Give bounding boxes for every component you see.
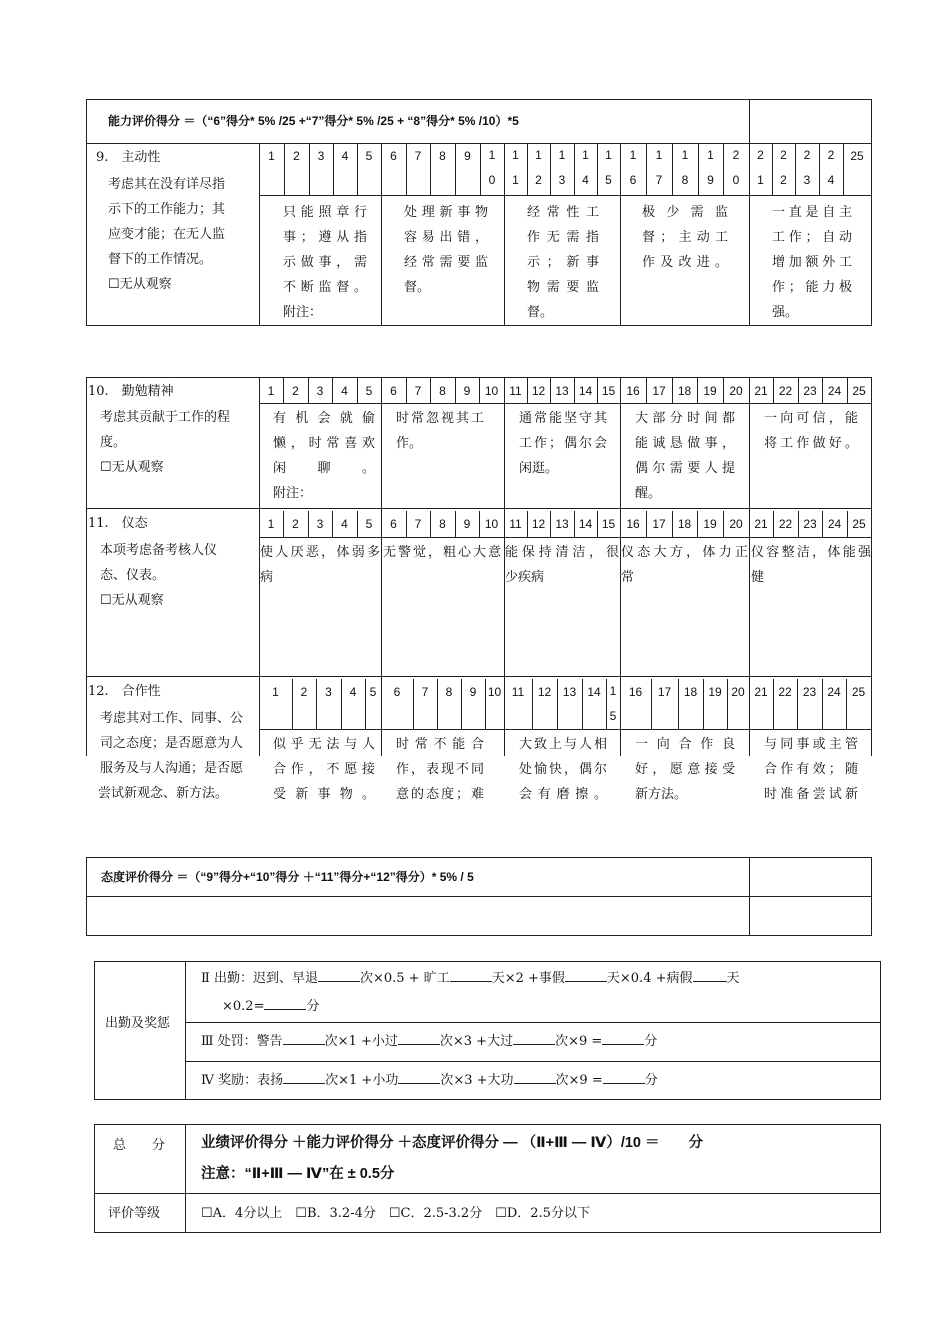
level-description-line: 醒。 bbox=[635, 486, 662, 501]
level-description-line: 闲逛。 bbox=[519, 461, 559, 476]
score-option[interactable]: 7 bbox=[414, 384, 422, 398]
level-description bbox=[764, 732, 858, 807]
score-option[interactable]: 2 bbox=[292, 384, 299, 398]
score-option[interactable]: 8 bbox=[439, 149, 446, 163]
item-desc: 服务及与人沟通；是否愿 bbox=[100, 761, 244, 776]
score-option[interactable]: 9 bbox=[463, 517, 471, 531]
score-option[interactable]: 3 bbox=[325, 685, 332, 699]
score-option[interactable]: 22 bbox=[778, 685, 792, 699]
level-description-line: 仪容整洁，体能强 bbox=[751, 545, 871, 560]
score-option[interactable]: 23 bbox=[803, 517, 817, 531]
score-option[interactable]: 22 bbox=[778, 384, 793, 398]
level-description bbox=[751, 540, 871, 590]
item-desc: 考虑其在没有详尽指 bbox=[108, 177, 226, 192]
sick-leave-field[interactable] bbox=[693, 967, 727, 982]
item-desc: 尝试新观念、新方法。 bbox=[98, 786, 229, 801]
grade-options[interactable]: ☐A．4分以上 ☐B．3.2-4分 ☐C．2.5-3.2分 ☐D．2.5分以下 bbox=[201, 1206, 590, 1221]
level-description-line: 事；遵从指 bbox=[283, 230, 367, 245]
attendance-text: 天 bbox=[726, 971, 740, 986]
level-description bbox=[383, 540, 501, 565]
score-option[interactable]: 4 bbox=[341, 149, 349, 163]
late-count-field[interactable] bbox=[318, 967, 360, 982]
level-description-line: 经常性工 bbox=[527, 205, 599, 220]
score-option[interactable]: 18 bbox=[677, 384, 692, 398]
score-option[interactable]: 24 bbox=[827, 517, 842, 531]
level-description bbox=[273, 732, 375, 807]
no-observe-checkbox[interactable]: ☐无从观察 bbox=[108, 277, 172, 292]
total-label: 总 分 bbox=[113, 1138, 166, 1153]
level-description-line: 通常能坚守其 bbox=[519, 411, 607, 426]
penalty-text: 次×9 = bbox=[555, 1034, 603, 1049]
score-option[interactable]: 2 2 bbox=[780, 148, 787, 187]
score-option[interactable]: 1 7 bbox=[655, 148, 663, 187]
score-option[interactable]: 1 5 bbox=[609, 684, 617, 723]
score-option[interactable]: 25 bbox=[852, 517, 866, 531]
score-option[interactable]: 14 bbox=[587, 685, 601, 699]
item-title: 9. 主动性 bbox=[96, 150, 161, 165]
level-description-line: 作；能力极 bbox=[772, 280, 852, 295]
level-description bbox=[519, 732, 607, 807]
level-description bbox=[635, 406, 735, 506]
capability-formula: 能力评价得分 ＝（“6”得分* 5% /25 +“7”得分* 5% /25 + “8”得分* 5% /10）*5 bbox=[108, 114, 519, 128]
score-option[interactable]: 19 bbox=[703, 517, 717, 531]
level-description-line: 强。 bbox=[772, 305, 799, 320]
level-description-line: 病 bbox=[260, 570, 274, 585]
level-description-line: 物需要监 bbox=[527, 280, 599, 295]
level-description bbox=[635, 732, 735, 807]
level-description-line: 闲聊。 bbox=[273, 461, 375, 476]
reward-text: Ⅳ 奖励：表扬 bbox=[201, 1073, 284, 1088]
score-option[interactable]: 14 bbox=[578, 517, 593, 531]
level-description bbox=[273, 406, 375, 506]
no-observe-checkbox[interactable]: ☐无从观察 bbox=[100, 593, 164, 608]
absent-days-field[interactable] bbox=[450, 967, 492, 982]
score-option[interactable]: 7 bbox=[421, 685, 429, 699]
score-option[interactable]: 9 bbox=[469, 685, 477, 699]
score-option[interactable]: 8 bbox=[445, 685, 453, 699]
attendance-label: 出勤及奖惩 bbox=[105, 1016, 171, 1031]
score-option[interactable]: 5 bbox=[365, 149, 373, 163]
score-option[interactable]: 16 bbox=[626, 384, 640, 398]
score-option[interactable]: 4 bbox=[349, 685, 357, 699]
level-description-line: 督。 bbox=[527, 305, 554, 320]
level-description-line: 似乎无法与人 bbox=[273, 737, 375, 752]
score-option[interactable]: 24 bbox=[827, 685, 841, 699]
attendance-text: 次×0.5 + 旷工 bbox=[359, 971, 450, 986]
attendance-text: 天×2 +事假 bbox=[491, 971, 565, 986]
level-description-line: 不断监督。 bbox=[283, 280, 367, 295]
minor-demerit-field[interactable] bbox=[398, 1030, 440, 1045]
grade-label: 评价等级 bbox=[108, 1206, 161, 1221]
item-desc: 司之态度；是否愿意为人 bbox=[100, 736, 244, 751]
score-option[interactable]: 1 1 bbox=[512, 148, 519, 187]
major-demerit-field[interactable] bbox=[513, 1030, 555, 1045]
level-description-line: 大致上与人相 bbox=[519, 737, 607, 752]
level-description bbox=[260, 540, 380, 590]
score-option[interactable]: 1 4 bbox=[582, 148, 589, 187]
level-description-line: 作及改进。 bbox=[642, 255, 728, 270]
score-option[interactable]: 10 bbox=[484, 384, 499, 398]
score-option[interactable]: 18 bbox=[683, 685, 698, 699]
score-option[interactable]: 13 bbox=[555, 384, 569, 398]
level-description bbox=[396, 406, 484, 456]
score-option[interactable]: 9 bbox=[464, 149, 471, 163]
item-title: 10. 勤勉精神 bbox=[88, 384, 174, 399]
score-option[interactable]: 17 bbox=[652, 517, 666, 531]
level-description-line: 工作；自动 bbox=[772, 230, 852, 245]
item-title: 11. 仪态 bbox=[88, 516, 148, 531]
item-desc: 应变才能；在无人监 bbox=[108, 227, 226, 242]
score-option[interactable]: 20 bbox=[731, 685, 745, 699]
level-description-line: 将工作做好。 bbox=[764, 436, 858, 451]
score-option[interactable]: 19 bbox=[703, 384, 717, 398]
warning-count-field[interactable] bbox=[283, 1030, 325, 1045]
score-option[interactable]: 11 bbox=[509, 384, 522, 398]
score-option[interactable]: 16 bbox=[628, 685, 643, 699]
level-description-line: 作。 bbox=[396, 436, 423, 451]
attendance-text: ×0.2= bbox=[222, 999, 265, 1014]
attendance-text: 分 bbox=[306, 999, 320, 1014]
level-description-line: 容易出错， bbox=[404, 230, 488, 245]
score-option[interactable]: 2 4 bbox=[827, 148, 835, 187]
level-description bbox=[621, 540, 748, 590]
item-desc: 督下的工作情况。 bbox=[108, 252, 213, 267]
level-description-line: 督。 bbox=[404, 280, 431, 295]
level-description-line: 附注： bbox=[283, 305, 323, 320]
level-description-line: 偶尔需要人提 bbox=[635, 461, 735, 476]
score-option[interactable]: 25 bbox=[851, 685, 866, 699]
level-description-line: 极少需监 bbox=[642, 205, 728, 220]
level-description-line: 会有磨擦。 bbox=[519, 787, 607, 802]
penalty-text: 次×3 +大过 bbox=[439, 1034, 514, 1049]
level-description-line: 意的态度；难 bbox=[396, 787, 484, 802]
level-description bbox=[642, 200, 728, 275]
level-description-line: 作无需指 bbox=[527, 230, 599, 245]
level-description bbox=[283, 200, 367, 325]
personal-leave-field[interactable] bbox=[565, 967, 607, 982]
attendance-score-field[interactable] bbox=[264, 995, 306, 1010]
score-option[interactable]: 1 bbox=[268, 149, 275, 163]
score-option[interactable]: 11 bbox=[511, 685, 525, 699]
level-description-line: 新方法。 bbox=[635, 787, 688, 802]
score-option[interactable]: 1 0 bbox=[488, 148, 496, 187]
score-option[interactable]: 20 bbox=[729, 517, 743, 531]
score-option[interactable]: 20 bbox=[729, 384, 743, 398]
score-option[interactable]: 17 bbox=[657, 685, 672, 699]
reward-text: 分 bbox=[644, 1073, 658, 1088]
level-description bbox=[505, 540, 619, 590]
item-desc: 考虑其对工作、同事、公 bbox=[100, 711, 244, 726]
level-description bbox=[772, 200, 852, 325]
level-description-line: 一向可信，能 bbox=[764, 411, 858, 426]
penalty-text: 次×1 +小过 bbox=[324, 1034, 398, 1049]
level-description bbox=[519, 406, 607, 481]
score-option[interactable]: 5 bbox=[369, 685, 377, 699]
score-option[interactable]: 12 bbox=[531, 384, 546, 398]
item-desc: 考虑其贡献于工作的程 bbox=[100, 410, 231, 425]
score-option[interactable]: 1 8 bbox=[681, 148, 689, 187]
major-merit-field[interactable] bbox=[514, 1069, 556, 1084]
score-option[interactable]: 7 bbox=[414, 149, 422, 163]
level-description-line: 与同事或主管 bbox=[764, 737, 858, 752]
level-description-line: 督；主动工 bbox=[642, 230, 728, 245]
score-option[interactable]: 1 bbox=[272, 685, 279, 699]
penalty-text: Ⅲ 处罚：警告 bbox=[201, 1034, 283, 1049]
score-option[interactable]: 2 bbox=[293, 149, 300, 163]
score-option[interactable]: 2 1 bbox=[757, 148, 764, 187]
no-observe-checkbox[interactable]: ☐无从观察 bbox=[100, 460, 164, 475]
score-option[interactable]: 17 bbox=[652, 384, 666, 398]
score-option[interactable]: 2 bbox=[292, 517, 299, 531]
score-option[interactable]: 21 bbox=[754, 517, 768, 531]
level-description-line: 示做事，需 bbox=[283, 255, 367, 270]
level-description-line: 增加额外工 bbox=[772, 255, 852, 270]
level-description-line: 只能照章行 bbox=[283, 205, 367, 220]
praise-count-field[interactable] bbox=[283, 1069, 325, 1084]
score-option[interactable]: 19 bbox=[708, 685, 722, 699]
level-description-line: 一直是自主 bbox=[772, 205, 852, 220]
attendance-text: 天×0.4 +病假 bbox=[606, 971, 693, 986]
score-option[interactable]: 18 bbox=[677, 517, 692, 531]
score-option[interactable]: 24 bbox=[827, 384, 842, 398]
score-option[interactable]: 7 bbox=[414, 517, 422, 531]
score-option[interactable]: 5 bbox=[365, 384, 373, 398]
total-note: 注意：“Ⅱ+Ⅲ — Ⅳ”在 ± 0.5分 bbox=[201, 1166, 395, 1182]
level-description-line: 大部分时间都 bbox=[635, 411, 735, 426]
score-option[interactable]: 13 bbox=[555, 517, 569, 531]
level-description-line: 健 bbox=[751, 570, 765, 585]
level-description bbox=[527, 200, 599, 325]
score-option[interactable]: 14 bbox=[578, 384, 593, 398]
level-description bbox=[764, 406, 858, 456]
score-option[interactable]: 8 bbox=[439, 517, 446, 531]
penalty-score-field[interactable] bbox=[602, 1030, 644, 1045]
score-option[interactable]: 6 bbox=[393, 685, 401, 699]
score-option[interactable]: 21 bbox=[754, 384, 768, 398]
score-option[interactable]: 13 bbox=[562, 685, 577, 699]
score-option[interactable]: 10 bbox=[487, 685, 502, 699]
total-formula: 业绩评价得分 ＋能力评价得分 ＋态度评价得分 — （Ⅱ+Ⅲ — Ⅳ）/10 ＝ 分 bbox=[201, 1135, 704, 1151]
score-option[interactable]: 2 bbox=[300, 685, 308, 699]
level-description-line: 受新事物。 bbox=[273, 787, 375, 802]
level-description-line: 能诚恳做事， bbox=[635, 436, 735, 451]
score-option[interactable]: 25 bbox=[850, 149, 864, 163]
item-desc: 本项考虑备考核人仪 bbox=[100, 543, 218, 558]
minor-merit-field[interactable] bbox=[398, 1069, 440, 1084]
level-description-line: 示；新事 bbox=[527, 255, 599, 270]
score-option[interactable]: 1 bbox=[267, 517, 275, 531]
penalty-text: 分 bbox=[644, 1034, 658, 1049]
level-description-line: 仪态大方，体力正 bbox=[621, 545, 748, 560]
score-option[interactable]: 23 bbox=[802, 685, 817, 699]
score-option[interactable]: 16 bbox=[626, 517, 640, 531]
score-option[interactable]: 3 bbox=[317, 149, 325, 163]
score-option[interactable]: 10 bbox=[484, 517, 499, 531]
level-description bbox=[396, 732, 484, 807]
attendance-text: Ⅱ 出勤：迟到、早退 bbox=[201, 971, 318, 986]
reward-text: 次×3 +大功 bbox=[440, 1073, 514, 1088]
item-desc: 示下的工作能力；其 bbox=[108, 202, 226, 217]
score-option[interactable]: 5 bbox=[365, 517, 373, 531]
score-option[interactable]: 3 bbox=[316, 384, 324, 398]
item-desc: 态、仪表。 bbox=[100, 568, 166, 583]
reward-text: 次×1 +小功 bbox=[325, 1073, 399, 1088]
level-description-line: 经常需要监 bbox=[404, 255, 488, 270]
level-description-line: 合作，不愿接 bbox=[273, 762, 375, 777]
score-option[interactable]: 23 bbox=[803, 384, 817, 398]
score-option[interactable]: 25 bbox=[852, 384, 866, 398]
score-option[interactable]: 1 9 bbox=[707, 148, 714, 187]
score-option[interactable]: 6 bbox=[390, 149, 397, 163]
level-description-line: 懒，时常喜欢 bbox=[273, 436, 375, 451]
score-option[interactable]: 4 bbox=[341, 384, 348, 398]
score-option[interactable]: 6 bbox=[390, 384, 397, 398]
level-description bbox=[404, 200, 488, 300]
level-description-line: 合作有效；随 bbox=[764, 762, 858, 777]
score-option[interactable]: 11 bbox=[509, 517, 522, 531]
attitude-formula: 态度评价得分 ＝（“9”得分+“10”得分 ＋“11”得分+“12”得分）* 5% / 5 bbox=[101, 870, 474, 884]
score-option[interactable]: 1 2 bbox=[535, 148, 542, 187]
level-description-line: 使人厌恶，体弱多 bbox=[260, 545, 380, 560]
reward-score-field[interactable] bbox=[603, 1069, 645, 1084]
level-description-line: 附注： bbox=[273, 486, 313, 501]
score-option[interactable]: 1 bbox=[267, 384, 275, 398]
level-description-line: 工作；偶尔会 bbox=[519, 436, 607, 451]
score-option[interactable]: 9 bbox=[463, 384, 471, 398]
score-option[interactable]: 3 bbox=[316, 517, 324, 531]
level-description-line: 时常忽视其工 bbox=[396, 411, 484, 426]
level-description-line: 一向合作良 bbox=[635, 737, 735, 752]
level-description-line: 时准备尝试新 bbox=[764, 787, 858, 802]
score-option[interactable]: 2 0 bbox=[732, 148, 740, 187]
item-title: 12. 合作性 bbox=[88, 684, 161, 699]
level-description-line: 少疾病 bbox=[505, 570, 545, 585]
level-description-line: 有机会就偷 bbox=[273, 411, 375, 426]
score-option[interactable]: 15 bbox=[601, 517, 616, 531]
score-option[interactable]: 22 bbox=[778, 517, 793, 531]
level-description-line: 作，表现不同 bbox=[396, 762, 484, 777]
level-description-line: 处愉快，偶尔 bbox=[519, 762, 607, 777]
level-description-line: 无警觉，粗心大意 bbox=[383, 545, 501, 560]
level-description-line: 好，愿意接受 bbox=[635, 762, 735, 777]
score-option[interactable]: 12 bbox=[531, 517, 546, 531]
score-option[interactable]: 1 5 bbox=[605, 148, 612, 187]
level-description-line: 时常不能合 bbox=[396, 737, 484, 752]
item-desc: 度。 bbox=[100, 435, 127, 450]
score-option[interactable]: 1 6 bbox=[629, 148, 637, 187]
level-description-line: 能保持清洁，很 bbox=[505, 545, 619, 560]
score-option[interactable]: 1 3 bbox=[558, 148, 566, 187]
score-option[interactable]: 6 bbox=[390, 517, 397, 531]
score-option[interactable]: 21 bbox=[754, 685, 768, 699]
level-description-line: 处理新事物 bbox=[404, 205, 488, 220]
score-option[interactable]: 8 bbox=[439, 384, 446, 398]
score-option[interactable]: 15 bbox=[601, 384, 616, 398]
reward-text: 次×9 = bbox=[555, 1073, 603, 1088]
level-description-line: 常 bbox=[621, 570, 635, 585]
score-option[interactable]: 12 bbox=[537, 685, 552, 699]
score-option[interactable]: 2 3 bbox=[803, 148, 811, 187]
score-option[interactable]: 4 bbox=[341, 517, 348, 531]
